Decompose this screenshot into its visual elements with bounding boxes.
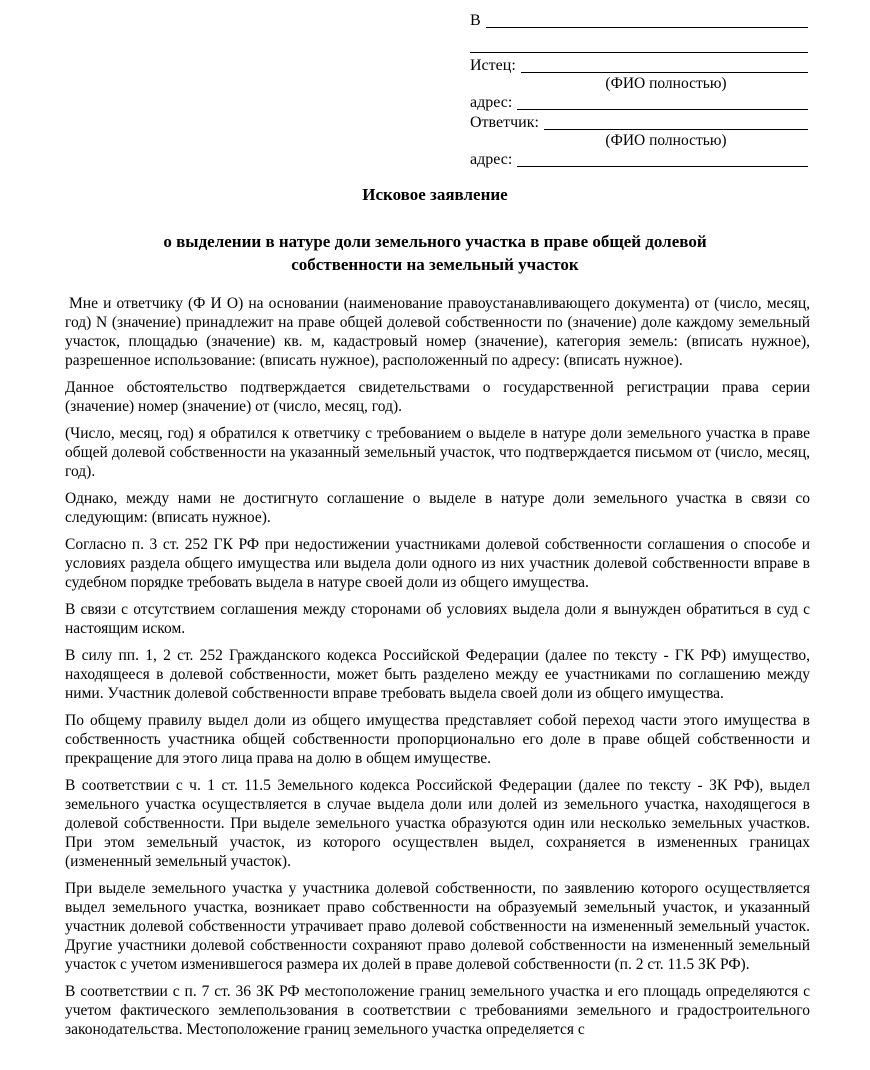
court-name-blank-line bbox=[486, 27, 808, 28]
paragraph-gk-252-pp1-2: В силу пп. 1, 2 ст. 252 Гражданского кодекса Российской Федерации (далее по тексту - ГК РФ) имущество, находящееся в долевой собственности, может быть разделено между ее участниками по соглашению между ними. Участник долевой собственности вправе требовать выдела своей доли из общего имущества. bbox=[65, 647, 810, 702]
paragraph-gk-252-p3: Согласно п. 3 ст. 252 ГК РФ при недостижении участниками долевой собственности соглашения о способе и условиях раздела общего имущества или выдела доли одного из них участник долевой собственности вправе в судебном порядке требовать выдела в натуре своей доли из общего имущества. bbox=[65, 536, 810, 591]
court-prefix-label: В bbox=[470, 12, 481, 29]
paragraph-ownership-basis: Мне и ответчику (Ф И О) на основании (наименование правоустанавливающего документа) от (число, месяц, год) N (значение) принадлежит на праве общей долевой собственности по (значение) доле каждому земельный участок, площадью (значение) кв. м, кадастровый номер (значение), категория земель: (вписать нужное), разрешенное использование: (вписать нужное), расположенный по адресу: (вписать нужное). bbox=[65, 295, 810, 369]
document-title: Исковое заявление bbox=[362, 185, 508, 204]
court-field-row-2 bbox=[470, 35, 808, 55]
paragraph-general-rule: По общему правилу выдел доли из общего имущества представляет собой переход части этого имущества в собственность участника общей собственности пропорционально его доле в праве общей собственности и прекращение для этого лица права на долю в общем имуществе. bbox=[65, 712, 810, 767]
court-header-block bbox=[470, 10, 808, 169]
plaintiff-address-label: адрес: bbox=[470, 94, 513, 111]
paragraph-registration-certificates: Данное обстоятельство подтверждается свидетельствами о государственной регистрации права серии (значение) номер (значение) от (число, месяц, год). bbox=[65, 379, 810, 415]
defendant-name-blank-line bbox=[544, 129, 808, 130]
paragraph-zk-11-5-ch1: В соответствии с ч. 1 ст. 11.5 Земельного кодекса Российской Федерации (далее по тексту - ЗК РФ), выдел земельного участка осуществляется в случае выдела доли или долей из земельного участка, находящегося в долевой собственности. При выделе земельного участка образуются один или несколько земельных участков. При этом земельный участок, из которого осуществлен выдел, сохраняется в измененных границах (измененный земельный участок). bbox=[65, 777, 810, 870]
court-name-blank-line-2 bbox=[470, 52, 808, 53]
defendant-label: Ответчик: bbox=[470, 114, 539, 131]
defendant-address-label: адрес: bbox=[470, 151, 513, 168]
paragraph-zk-11-5-p2: При выделе земельного участка у участника долевой собственности, по заявлению которого осуществляется выдел земельного участка, возникает право собственности на образуемый земельный участок, и указанный участник долевой собственности утрачивает право долевой собственности на измененный земельный участок. Другие участники долевой собственности сохраняют право долевой собственности на измененный земельный участок с учетом изменившегося размера их долей в праве долевой собственности (п. 2 ст. 11.5 ЗК РФ). bbox=[65, 880, 810, 973]
plaintiff-fio-hint: (ФИО полностью) bbox=[605, 75, 727, 92]
plaintiff-field-row bbox=[470, 55, 808, 75]
document-body bbox=[65, 294, 810, 1039]
court-field-row bbox=[470, 10, 808, 30]
plaintiff-label: Истец: bbox=[470, 57, 516, 74]
plaintiff-address-blank-line bbox=[517, 109, 808, 110]
paragraph-demand-to-defendant: (Число, месяц, год) я обратился к ответчику с требованием о выделе в натуре доли земельного участка в праве общей долевой собственности на указанный земельный участок, что подтверждается письмом от (число, месяц, год). bbox=[65, 425, 810, 480]
defendant-field-row bbox=[470, 112, 808, 132]
paragraph-forced-to-court: В связи с отсутствием соглашения между сторонами об условиях выдела доли я вынужден обратиться в суд с настоящим иском. bbox=[65, 601, 810, 637]
defendant-fio-hint: (ФИО полностью) bbox=[605, 132, 727, 149]
plaintiff-address-row bbox=[470, 92, 808, 112]
defendant-address-blank-line bbox=[517, 166, 808, 167]
paragraph-no-agreement: Однако, между нами не достигнуто соглашение о выделе в натуре доли земельного участка в связи со следующим: (вписать нужное). bbox=[65, 490, 810, 526]
defendant-address-row bbox=[470, 149, 808, 169]
paragraph-zk-36-p7: В соответствии с п. 7 ст. 36 ЗК РФ местоположение границ земельного участка и его площадь определяются с учетом фактического землепользования в соответствии с требованиями земельного и градостроительного законодательства. Местоположение границ земельного участка определяется с bbox=[65, 983, 810, 1038]
document-page bbox=[0, 10, 870, 1070]
document-subtitle: о выделении в натуре доли земельного участка в праве общей долевой собственности на земельный участок bbox=[163, 232, 707, 274]
plaintiff-name-blank-line bbox=[521, 72, 808, 73]
